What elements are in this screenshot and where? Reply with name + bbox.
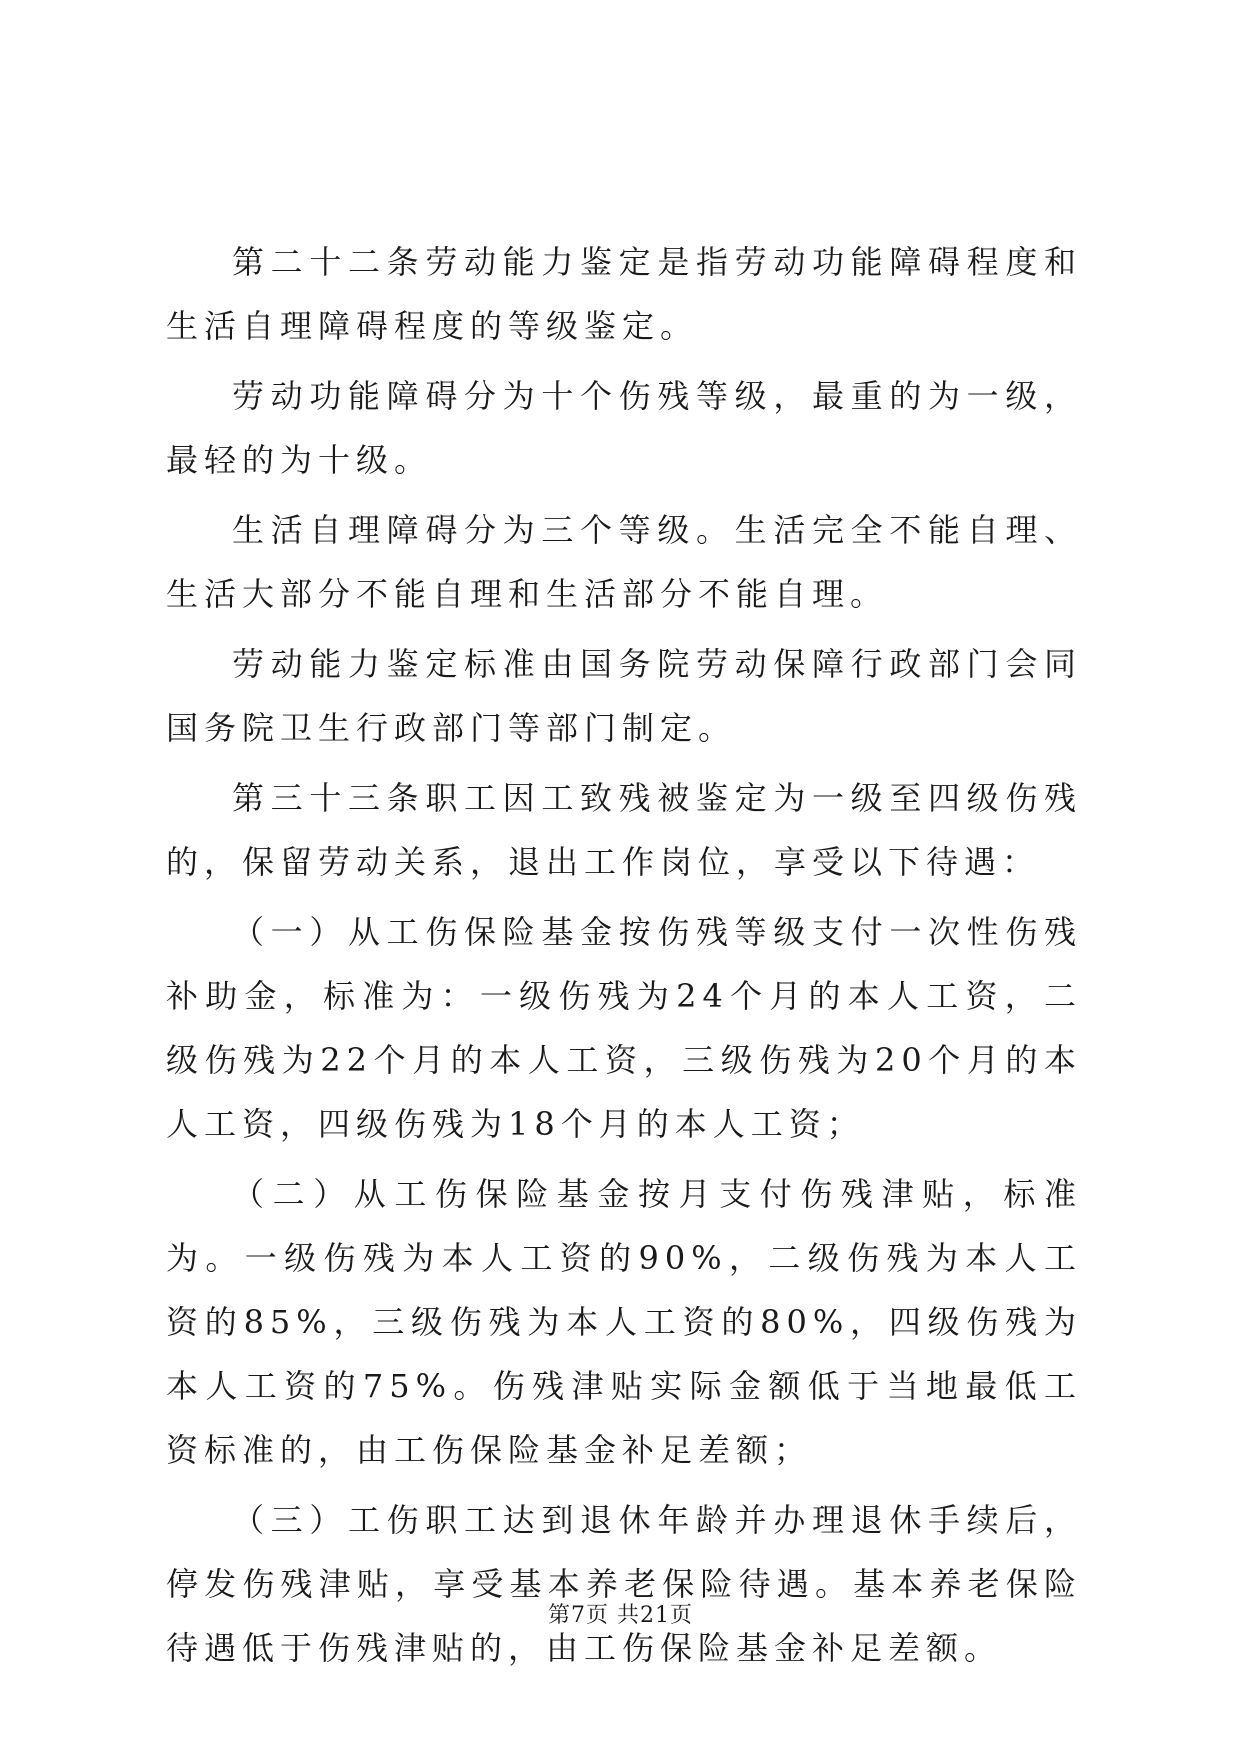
paragraph-disability-grades: 劳动功能障碍分为十个伤残等级，最重的为一级，最轻的为十级。 <box>166 377 1082 479</box>
paragraph-article-33: 第三十三条职工因工致残被鉴定为一级至四级伤残的，保留劳动关系，退出工作岗位，享受以下待遇： <box>166 779 1082 881</box>
paragraph-article-22: 第二十二条劳动能力鉴定是指劳动功能障碍程度和生活自理障碍程度的等级鉴定。 <box>166 243 1082 345</box>
document-body <box>166 230 1082 1686</box>
paragraph-self-care-grades: 生活自理障碍分为三个等级。生活完全不能自理、生活大部分不能自理和生活部分不能自理。 <box>166 511 1082 613</box>
page-number-footer: 第7页 共21页 <box>548 1603 693 1628</box>
paragraph-item-1: （一）从工伤保险基金按伤残等级支付一次性伤残补助金，标准为：一级伤残为24个月的本人工资，二级伤残为22个月的本人工资，三级伤残为20个月的本人工资，四级伤残为18个月的本人工资； <box>166 913 1082 1143</box>
paragraph-assessment-standard: 劳动能力鉴定标准由国务院劳动保障行政部门会同国务院卫生行政部门等部门制定。 <box>166 645 1082 747</box>
paragraph-item-2: （二）从工伤保险基金按月支付伤残津贴，标准为。一级伤残为本人工资的90%，二级伤残为本人工资的85%，三级伤残为本人工资的80%，四级伤残为本人工资的75%。伤残津贴实际金额低于当地最低工资标准的，由工伤保险基金补足差额； <box>166 1175 1082 1469</box>
paragraph-item-3: （三）工伤职工达到退休年龄并办理退休手续后，停发伤残津贴，享受基本养老保险待遇。基本养老保险待遇低于伤残津贴的，由工伤保险基金补足差额。 <box>166 1501 1082 1667</box>
